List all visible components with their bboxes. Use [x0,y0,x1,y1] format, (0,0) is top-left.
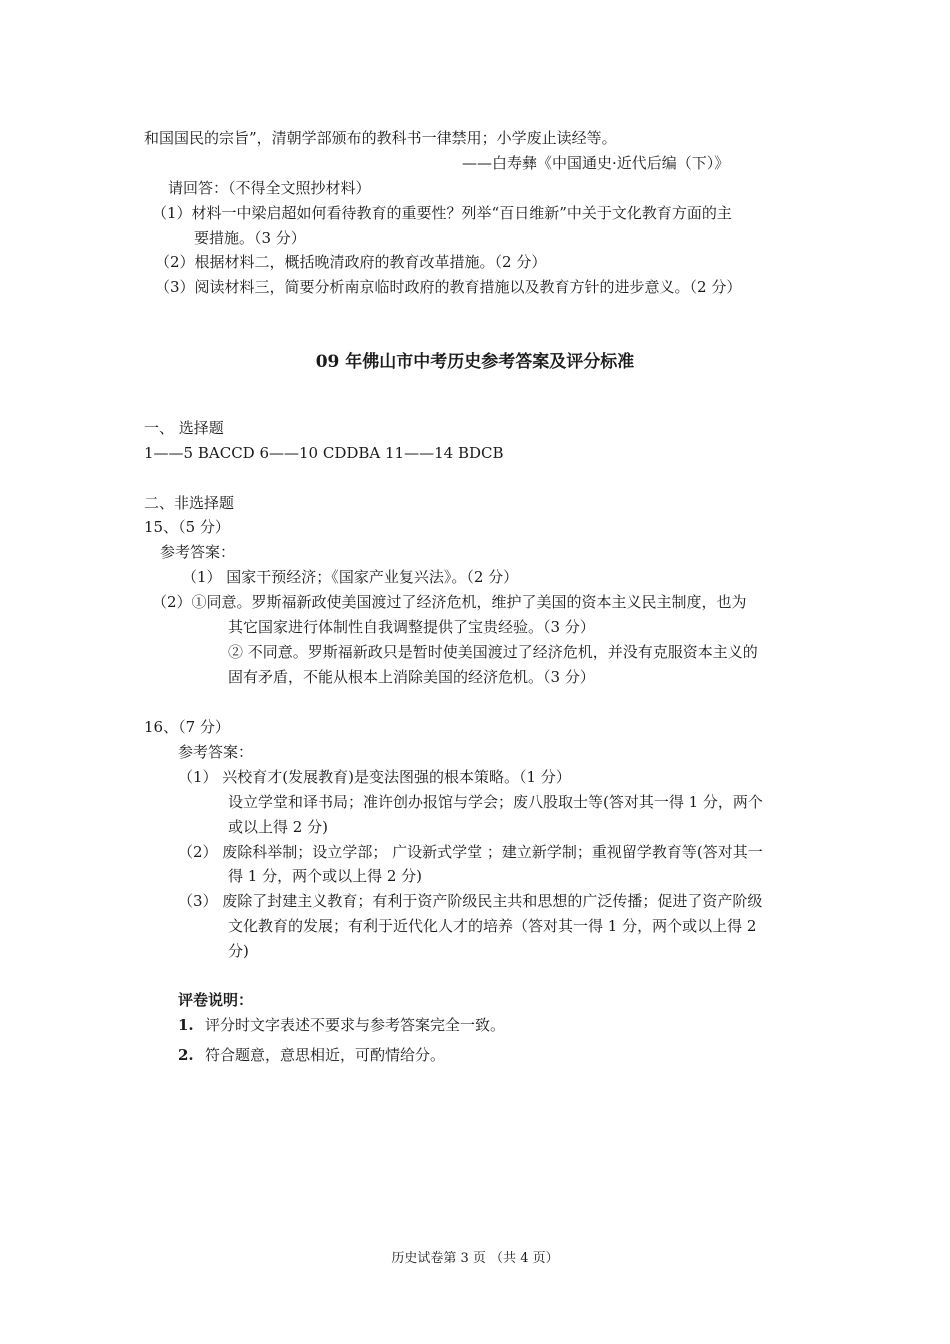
q15-reference-label: 参考答案： [160,543,236,561]
q16-answer-2: （2） 废除科举制；设立学部； 广设新式学堂 ；建立新学制；重视留学教育等(答对其一 [178,843,763,861]
question-3: （3）阅读材料三，简要分析南京临时政府的教育措施以及教育方针的进步意义。（2 分） [155,278,742,296]
grading-note-2-number: 2. [178,1046,194,1064]
question-2: （2）根据材料二，概括晚清政府的教育改革措施。（2 分） [155,253,547,271]
q15-answer-2-line-2: 其它国家进行体制性自我调整提供了宝贵经验。（3 分） [228,618,595,636]
q16-answer-1: （1） 兴校育才(发展教育)是变法图强的根本策略。（1 分） [178,768,571,786]
questions-intro: 请回答：（不得全文照抄材料） [168,179,371,197]
answers-title: 09 年佛山市中考历史参考答案及评分标准 [315,352,635,372]
q16-answer-3: （3） 废除了封建主义教育；有利于资产阶级民主共和思想的广泛传播；促进了资产阶级 [178,892,763,910]
grading-note-2: 符合题意，意思相近，可酌情给分。 [205,1046,446,1064]
material-source: ——白寿彝《中国通史·近代后编（下）》 [462,154,730,172]
q15-answer-1: （1） 国家干预经济；《国家产业复兴法》。（2 分） [182,568,519,586]
q16-answer-2-line-2: 得 1 分，两个或以上得 2 分) [228,867,423,885]
page-footer: 历史试卷第 3 页 （共 4 页） [391,1251,559,1266]
q16-answer-3-line-2: 文化教育的发展；有利于近代化人才的培养（答对其一得 1 分，两个或以上得 2 [228,917,757,935]
q16-answer-1-line-2: 设立学堂和译书局；准许创办报馆与学会；废八股取士等(答对其一得 1 分，两个 [228,793,763,811]
material-line: 和国国民的宗旨”，清朝学部颁布的教科书一律禁用；小学废止读经等。 [144,129,617,147]
q15-answer-2: （2）①同意。罗斯福新政使美国渡过了经济危机，维护了美国的资本主义民主制度，也为 [152,593,747,611]
section-1-heading: 一、 选择题 [144,419,224,437]
q16-reference-label: 参考答案： [178,743,254,761]
q16-heading: 16、（7 分） [144,718,230,736]
q16-answer-1-line-3: 或以上得 2 分) [228,818,328,836]
q15-answer-2-line-4: 固有矛盾，不能从根本上消除美国的经济危机。（3 分） [228,668,595,686]
grading-note-1-number: 1. [178,1016,194,1034]
grading-note-1: 评分时文字表述不要求与参考答案完全一致。 [205,1016,506,1034]
q15-answer-2-line-3: ② 不同意。罗斯福新政只是暂时使美国渡过了经济危机，并没有克服资本主义的 [228,643,758,661]
question-1-continued: 要措施。（3 分） [194,229,306,247]
q15-heading: 15、（5 分） [144,518,230,536]
question-1: （1）材料一中梁启超如何看待教育的重要性？列举“百日维新”中关于文化教育方面的主 [152,204,732,222]
q16-answer-3-line-3: 分) [228,942,249,960]
multiple-choice-answers: 1——5 BACCD 6——10 CDDBA 11——14 BDCB [144,444,504,462]
section-2-heading: 二、非选择题 [144,494,235,512]
grading-notes-heading: 评卷说明： [178,991,254,1009]
